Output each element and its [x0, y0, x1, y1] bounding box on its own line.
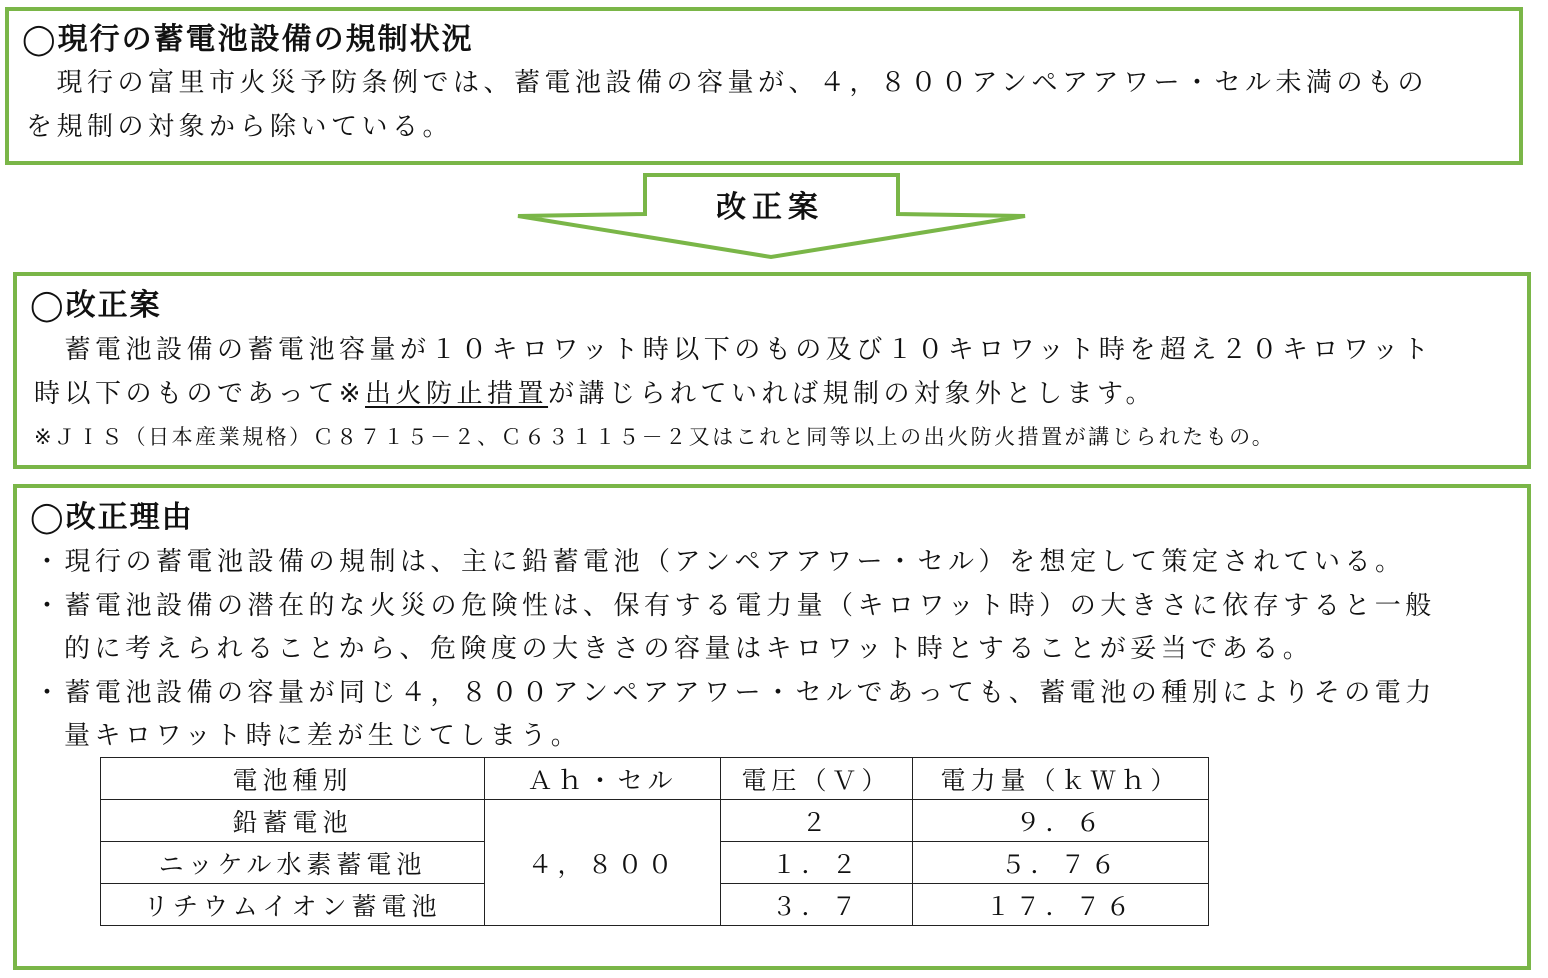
- current-regulation-text-line2: を規制の対象から除いている。: [26, 112, 454, 142]
- table-header-row: [101, 758, 1209, 800]
- reason-bullet-1: ・現行の蓄電池設備の規制は、主に鉛蓄電池（アンペアアワー・セル）を想定して策定されている。: [34, 547, 1406, 577]
- reason-bullet-3-line2: 量キロワット時に差が生じてしまう。: [64, 721, 582, 751]
- cell-energy: ９．６: [913, 800, 1209, 842]
- cell-energy: １７．７６: [913, 884, 1209, 926]
- cell-ah-cell: ４，８００: [485, 800, 721, 926]
- proposal-note: ※ＪＩＳ（日本産業規格）Ｃ８７１５－２、Ｃ６３１１５－２又はこれと同等以上の出火防火措置が講じられたもの。: [34, 425, 1276, 449]
- cell-voltage: ３．７: [721, 884, 913, 926]
- reason-bullet-2-line2: 的に考えられることから、危険度の大きさの容量はキロワット時とすることが妥当である。: [64, 634, 1314, 664]
- cell-energy: ５．７６: [913, 842, 1209, 884]
- header-battery-type: 電池種別: [101, 758, 485, 800]
- battery-comparison-table: [100, 757, 1209, 926]
- reason-bullet-2-line1: ・蓄電池設備の潜在的な火災の危険性は、保有する電力量（キロワット時）の大きさに依存すると一般: [34, 591, 1436, 621]
- cell-voltage: ２: [721, 800, 913, 842]
- table-row: [101, 800, 1209, 842]
- header-ah-cell: Ａｈ・セル: [485, 758, 721, 800]
- proposal-text-before: 時以下のものであって※: [34, 379, 366, 409]
- proposal-title: ◯改正案: [30, 288, 162, 323]
- reason-title: ◯改正理由: [30, 500, 194, 535]
- current-regulation-title: ◯現行の蓄電池設備の規制状況: [22, 22, 474, 57]
- current-regulation-text-line1: 現行の富里市火災予防条例では、蓄電池設備の容量が、４，８００アンペアアワー・セル未満のもの: [26, 68, 1428, 98]
- proposal-text-after: が講じられていれば規制の対象外とします。: [548, 379, 1156, 409]
- cell-voltage: １．２: [721, 842, 913, 884]
- cell-battery-type: ニッケル水素蓄電池: [101, 842, 485, 884]
- reason-bullet-3-line1: ・蓄電池設備の容量が同じ４，８００アンペアアワー・セルであっても、蓄電池の種別によりその電力: [34, 678, 1436, 708]
- header-energy: 電力量（ｋＷｈ）: [913, 758, 1209, 800]
- fire-prevention-measures-term: 出火防止措置: [365, 379, 549, 409]
- cell-battery-type: リチウムイオン蓄電池: [101, 884, 485, 926]
- cell-battery-type: 鉛蓄電池: [101, 800, 485, 842]
- arrow-label: 改正案: [716, 190, 824, 225]
- proposal-text-line1: 蓄電池設備の蓄電池容量が１０キロワット時以下のもの及び１０キロワット時を超え２０キロワット: [34, 335, 1434, 365]
- proposal-text-line2: [34, 377, 1156, 411]
- header-voltage: 電圧（Ｖ）: [721, 758, 913, 800]
